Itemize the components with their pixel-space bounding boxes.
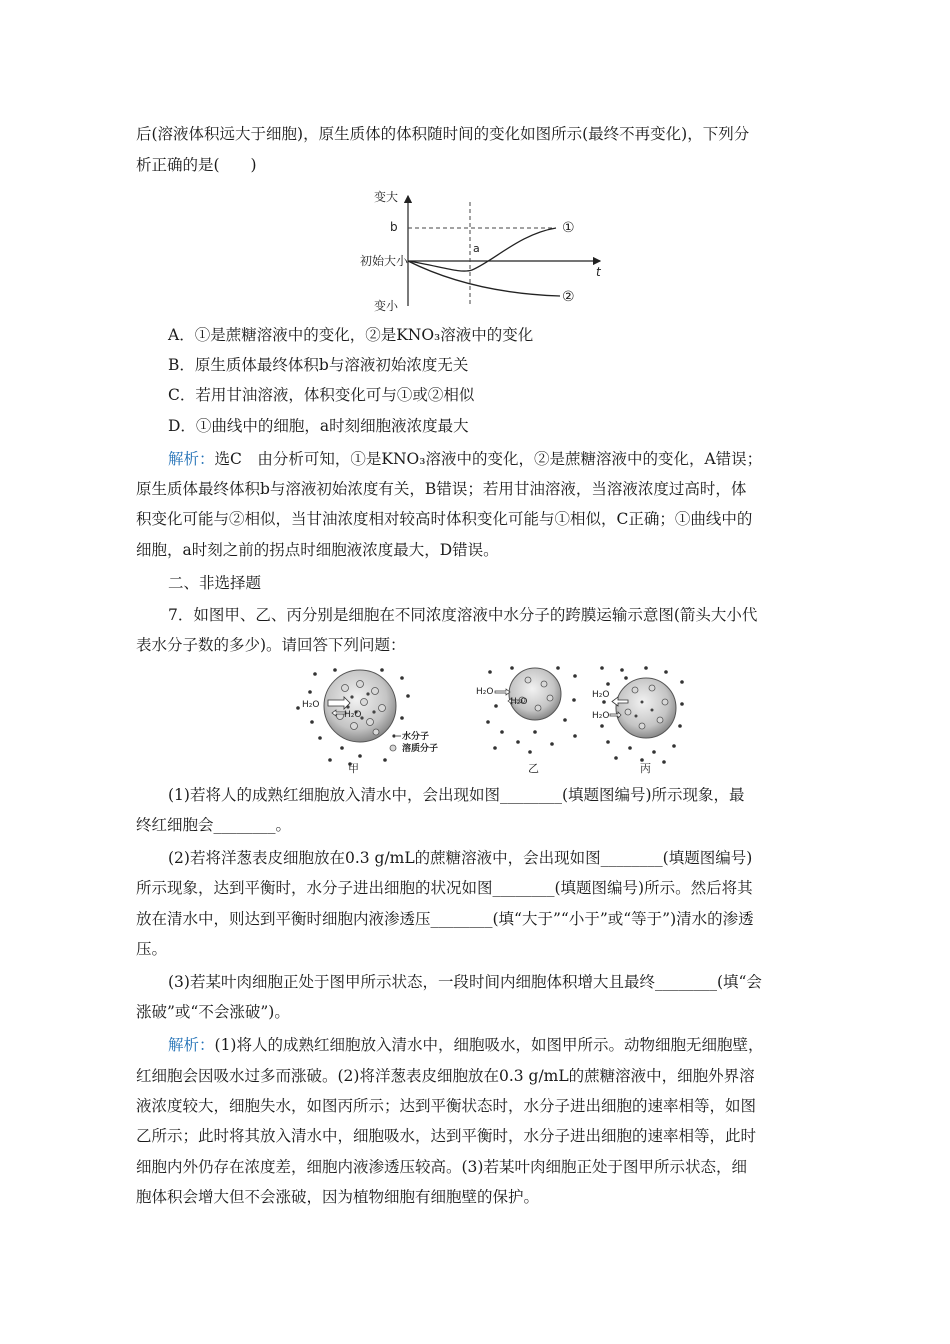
h2o-label-jia-inner: H₂O — [344, 710, 362, 720]
q7-stem-line2: 表水分子数的多少)。请回答下列问题： — [136, 636, 406, 654]
q6-analysis-line1 — [168, 449, 848, 469]
legend-water: 水分子 — [402, 732, 430, 742]
t-label: t — [596, 265, 601, 279]
q7-analysis-line2: 红细胞会因吸水过多而涨破。(2)将洋葱表皮细胞放在0.3 g/mL的蔗糖溶液中，细胞外界溶 — [136, 1067, 755, 1085]
cell-osmosis-figure — [290, 664, 690, 776]
analysis-text: (1)将人的成熟红细胞放入清水中，细胞吸水，如图甲所示。动物细胞无细胞壁， — [214, 1036, 764, 1054]
option-a: A．①是蔗糖溶液中的变化，②是KNO₃溶液中的变化 — [168, 326, 534, 344]
q7-analysis-line6: 胞体积会增大但不会涨破，因为植物细胞有细胞壁的保护。 — [136, 1188, 540, 1206]
h2o-label-jia: H₂O — [302, 700, 320, 710]
curve-2 — [408, 261, 560, 296]
q7-analysis-line4: 乙所示；此时将其放入清水中，细胞吸水，达到平衡时，水分子进出细胞的速率相等，此时 — [136, 1127, 757, 1145]
volume-time-graph — [360, 184, 620, 314]
q7-part3-line2: 涨破”或“不会涨破”)。 — [136, 1003, 290, 1021]
label-bing: 丙 — [640, 762, 651, 775]
q7-analysis-line3: 液浓度较大，细胞失水，如图丙所示；达到平衡状态时，水分子进出细胞的速率相等，如图 — [136, 1097, 757, 1115]
q6-stem-line2: 析正确的是( ) — [136, 156, 257, 174]
q7-analysis-line5: 细胞内外仍存在浓度差，细胞内液渗透压较高。(3)若某叶肉细胞正处于图甲所示状态，细 — [136, 1158, 747, 1176]
curve-1 — [408, 228, 556, 271]
q6-analysis-line3: 积变化可能与②相似，当甘油浓度相对较高时体积变化可能与①相似，C正确；①曲线中的 — [136, 510, 753, 528]
cell-jia — [296, 668, 438, 775]
label-jia: 甲 — [348, 762, 359, 775]
h2o-label-yi: H₂O — [476, 687, 494, 697]
q7-part2-line3: 放在清水中，则达到平衡时细胞内液渗透压________(填“大于”“小于”或“等于”)清水的渗透 — [136, 910, 754, 928]
q7-part1-line2: 终红细胞会________。 — [136, 816, 292, 834]
h2o-label-bing-top: H₂O — [592, 690, 610, 700]
q7-part2-line2: 所示现象，达到平衡时，水分子进出细胞的状况如图________(填题图编号)所示。然后将其 — [136, 879, 753, 897]
y-bottom-label: 变小 — [374, 299, 399, 313]
q7-part1-line1: (1)若将人的成熟红细胞放入清水中，会出现如图________(填题图编号)所示现象，最 — [168, 786, 745, 804]
curve-2-label: ② — [562, 289, 575, 305]
h2o-label-yi-inner: H₂O — [510, 697, 528, 707]
q7-part2-line4: 压。 — [136, 940, 168, 958]
option-b: B．原生质体最终体积b与溶液初始浓度无关 — [168, 356, 469, 374]
a-label: a — [473, 242, 480, 255]
q7-stem-line1: 7．如图甲、乙、丙分别是细胞在不同浓度溶液中水分子的跨膜运输示意图(箭头大小代 — [168, 606, 758, 624]
q6-analysis-line2: 原生质体最终体积b与溶液初始浓度有关，B错误；若用甘油溶液，当溶液浓度过高时，体 — [136, 480, 747, 498]
section-heading: 二、非选择题 — [168, 574, 262, 592]
q7-part3-line1: (3)若某叶肉细胞正处于图甲所示状态，一段时间内细胞体积增大且最终________(填“会 — [168, 973, 762, 991]
analysis-label: 解析： — [168, 450, 215, 468]
b-label: b — [390, 220, 398, 234]
option-c: C．若用甘油溶液，体积变化可与①或②相似 — [168, 386, 475, 404]
analysis-label: 解析： — [168, 1036, 215, 1054]
q6-analysis-line4: 细胞，a时刻之前的拐点时细胞液浓度最大，D错误。 — [136, 541, 499, 559]
q7-part2-line1: (2)若将洋葱表皮细胞放在0.3 g/mL的蔗糖溶液中，会出现如图________(填题图编号) — [168, 849, 753, 867]
initial-label: 初始大小 — [360, 254, 409, 268]
q7-analysis-line1 — [168, 1035, 848, 1055]
cell-yi — [476, 666, 577, 775]
analysis-text: 选C 由分析可知，①是KNO₃溶液中的变化，②是蔗糖溶液中的变化，A错误； — [214, 450, 763, 468]
h2o-label-bing: H₂O — [592, 711, 610, 721]
cell-bing — [592, 666, 684, 775]
option-d: D．①曲线中的细胞，a时刻细胞液浓度最大 — [168, 417, 469, 435]
label-yi: 乙 — [528, 762, 539, 775]
q6-stem-line1: 后(溶液体积远大于细胞)，原生质体的体积随时间的变化如图所示(最终不再变化)，下列分 — [136, 125, 750, 143]
curve-1-label: ① — [562, 220, 575, 236]
y-top-label: 变大 — [374, 190, 399, 204]
legend-solute: 溶质分子 — [402, 744, 439, 754]
